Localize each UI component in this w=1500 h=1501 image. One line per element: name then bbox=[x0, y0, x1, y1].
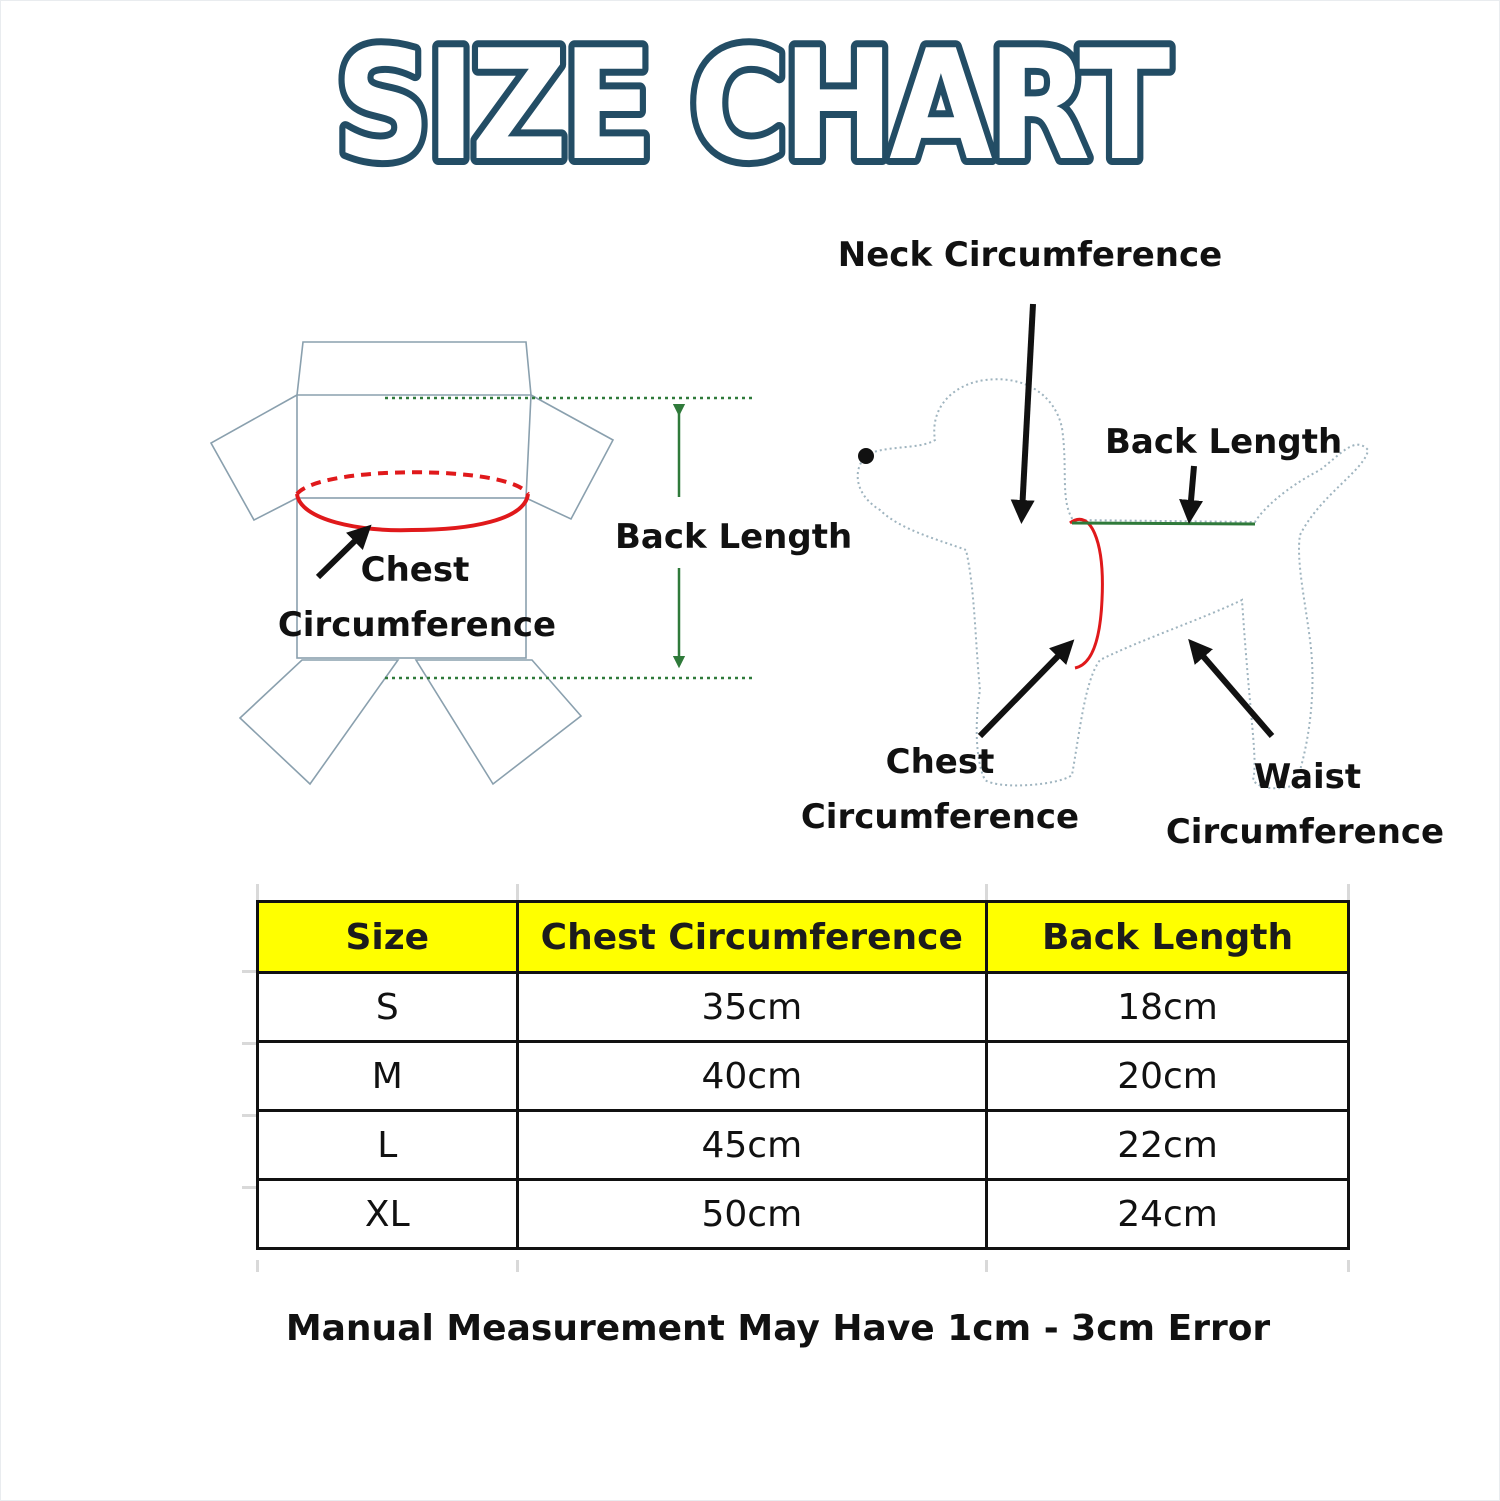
waist-arrow bbox=[1196, 648, 1272, 736]
dog-back-length-label: Back Length bbox=[1105, 422, 1343, 462]
dog-chest-label-1: Chest bbox=[885, 742, 995, 782]
cell-chest: 50cm bbox=[517, 1180, 987, 1249]
measurement-note: Manual Measurement May Have 1cm - 3cm Error bbox=[285, 1308, 1271, 1349]
table-row bbox=[258, 1042, 1349, 1111]
grid-line bbox=[1347, 884, 1350, 900]
cell-back-length: 20cm bbox=[987, 1042, 1349, 1111]
table-header-row bbox=[258, 902, 1349, 973]
grid-line bbox=[242, 970, 256, 973]
table-row bbox=[258, 1180, 1349, 1249]
grid-line bbox=[516, 1260, 519, 1272]
cell-size: L bbox=[258, 1111, 518, 1180]
chest-ellipse bbox=[297, 472, 528, 530]
dog-chest-label-2: Circumference bbox=[800, 797, 1080, 837]
table-row bbox=[258, 973, 1349, 1042]
dog-nose bbox=[858, 448, 874, 464]
garment-back-length-label: Back Length bbox=[615, 517, 853, 557]
title bbox=[0, 18, 1500, 188]
dog-chest-ring bbox=[1070, 519, 1102, 668]
neck-circumference-label: Neck Circumference bbox=[837, 235, 1223, 275]
waist-label-1: Waist bbox=[1253, 757, 1362, 797]
grid-line bbox=[242, 1042, 256, 1045]
cell-size: M bbox=[258, 1042, 518, 1111]
garment-right-sleeve bbox=[526, 395, 613, 519]
size-table bbox=[256, 900, 1350, 1250]
cell-size: S bbox=[258, 973, 518, 1042]
neck-arrow bbox=[1022, 304, 1033, 512]
grid-line bbox=[1347, 1260, 1350, 1272]
grid-line bbox=[985, 884, 988, 900]
cell-chest: 35cm bbox=[517, 973, 987, 1042]
cell-chest: 40cm bbox=[517, 1042, 987, 1111]
garment-chest-label-2: Circumference bbox=[277, 605, 557, 645]
grid-line bbox=[256, 1260, 259, 1272]
dog-back-length-arrow bbox=[1190, 466, 1194, 512]
cell-back-length: 22cm bbox=[987, 1111, 1349, 1180]
cell-chest: 45cm bbox=[517, 1111, 987, 1180]
grid-line bbox=[516, 884, 519, 900]
header-chest: Chest Circumference bbox=[517, 902, 987, 973]
grid-line bbox=[242, 1186, 256, 1189]
header-back-length: Back Length bbox=[987, 902, 1349, 973]
garment-left-sleeve bbox=[211, 395, 297, 520]
title-text: SIZE CHART bbox=[335, 18, 1170, 188]
garment-left-leg bbox=[240, 660, 398, 784]
dog-chest-arrow bbox=[980, 648, 1066, 736]
grid-line bbox=[985, 1260, 988, 1272]
dog-back-line bbox=[1072, 523, 1255, 524]
grid-line bbox=[256, 884, 259, 900]
cell-back-length: 24cm bbox=[987, 1180, 1349, 1249]
header-size: Size bbox=[258, 902, 518, 973]
waist-label-2: Circumference bbox=[1165, 812, 1445, 852]
cell-back-length: 18cm bbox=[987, 973, 1349, 1042]
table-row bbox=[258, 1111, 1349, 1180]
cell-size: XL bbox=[258, 1180, 518, 1249]
garment-collar bbox=[297, 342, 531, 395]
garment-chest-label-1: Chest bbox=[360, 550, 470, 590]
grid-line bbox=[242, 1114, 256, 1117]
